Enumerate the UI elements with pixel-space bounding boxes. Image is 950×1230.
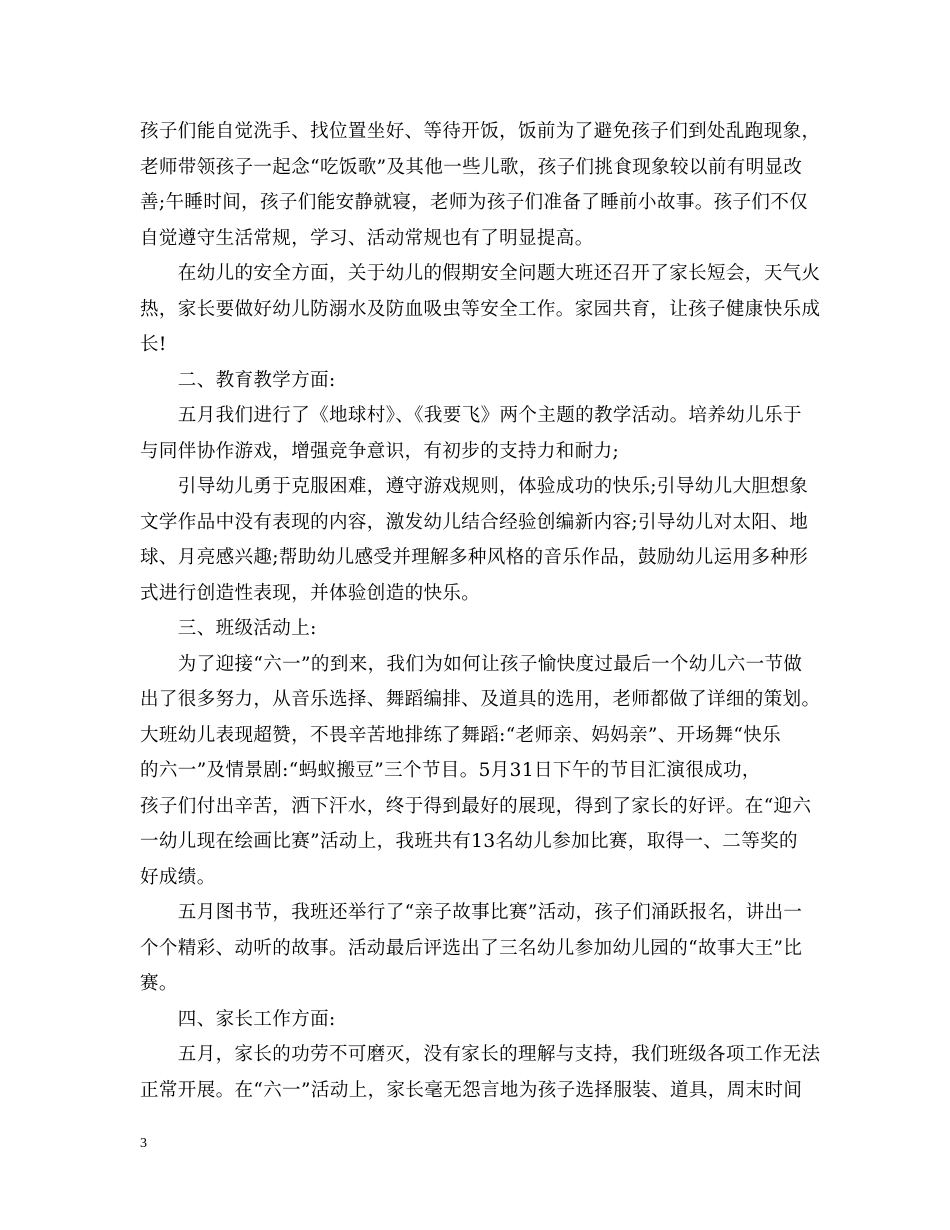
text-line: 为了迎接“六一”的到来，我们为如何让孩子愉快度过最后一个幼儿六一节做 xyxy=(140,653,803,675)
text-line: 赛。 xyxy=(140,973,178,994)
text-line: 出了很多努力，从音乐选择、舞蹈编排、及道具的选用，老师都做了详细的策划。 xyxy=(140,689,821,710)
text-line: 善;午睡时间，孩子们能安静就寝，老师为孩子们准备了睡前小故事。孩子们不仅 xyxy=(140,192,809,213)
text-line: 孩子们付出辛苦，洒下汗水，终于得到最好的展现，得到了家长的好评。在“迎六 xyxy=(140,795,812,817)
text-line: 老师带领孩子一起念“吃饭歌”及其他一些儿歌，孩子们挑食现象较以前有明显改 xyxy=(140,156,803,178)
text-line: 五月图书节，我班还举行了“亲子故事比赛”活动，孩子们涌跃报名，讲出一 xyxy=(140,902,803,923)
text-line: 球、月亮感兴趣;帮助幼儿感受并理解多种风格的音乐作品，鼓励幼儿运用多种形 xyxy=(140,547,809,568)
text-line: 在幼儿的安全方面，关于幼儿的假期安全问题大班还召开了家长短会，天气火 xyxy=(140,263,821,284)
text-line: 五月我们进行了《地球村》、《我要飞》两个主题的教学活动。培养幼儿乐于 xyxy=(140,405,802,426)
section-heading: 四、家长工作方面: xyxy=(140,1008,336,1030)
text-line: 五月，家长的功劳不可磨灭，没有家长的理解与支持，我们班级各项工作无法 xyxy=(140,1044,821,1065)
text-line: 引导幼儿勇于克服困难，遵守游戏规则，体验成功的快乐;引导幼儿大胆想象 xyxy=(140,476,809,497)
section-heading: 二、教育教学方面: xyxy=(140,369,336,391)
page-number: 3 xyxy=(140,1136,147,1151)
text-line: 自觉遵守生活常规，学习、活动常规也有了明显提高。 xyxy=(140,227,594,249)
text-line: 长! xyxy=(140,334,167,355)
text-line: 一幼儿现在绘画比赛”活动上，我班共有13名幼儿参加比赛，取得一、二等奖的 xyxy=(140,831,798,852)
text-line: 式进行创造性表现，并体验创造的快乐。 xyxy=(140,582,481,604)
document-body xyxy=(140,114,821,1108)
text-line: 孩子们能自觉洗手、找位置坐好、等待开饭，饭前为了避免孩子们到处乱跑现象， xyxy=(140,121,821,142)
text-line: 文学作品中没有表现的内容，激发幼儿结合经验创编新内容;引导幼儿对太阳、地 xyxy=(140,511,809,533)
text-line: 热，家长要做好幼儿防溺水及防血吸虫等安全工作。家园共育，让孩子健康快乐成 xyxy=(140,298,821,320)
text-line: 好成绩。 xyxy=(140,866,216,888)
section-heading: 三、班级活动上: xyxy=(140,618,317,639)
text-line: 大班幼儿表现超赞，不畏辛苦地排练了舞蹈:“老师亲、妈妈亲”、开场舞“快乐 xyxy=(140,724,782,746)
text-line: 的六一”及情景剧:“蚂蚁搬豆”三个节目。5月31日下午的节目汇演很成功， xyxy=(140,760,761,781)
text-line: 与同伴协作游戏，增强竞争意识，有初步的支持力和耐力; xyxy=(140,440,620,462)
text-line: 个个精彩、动听的故事。活动最后评选出了三名幼儿参加幼儿园的“故事大王”比 xyxy=(140,937,803,959)
text-line: 正常开展。在“六一”活动上，家长毫无怨言地为孩子选择服装、道具，周末时间 xyxy=(140,1079,803,1101)
